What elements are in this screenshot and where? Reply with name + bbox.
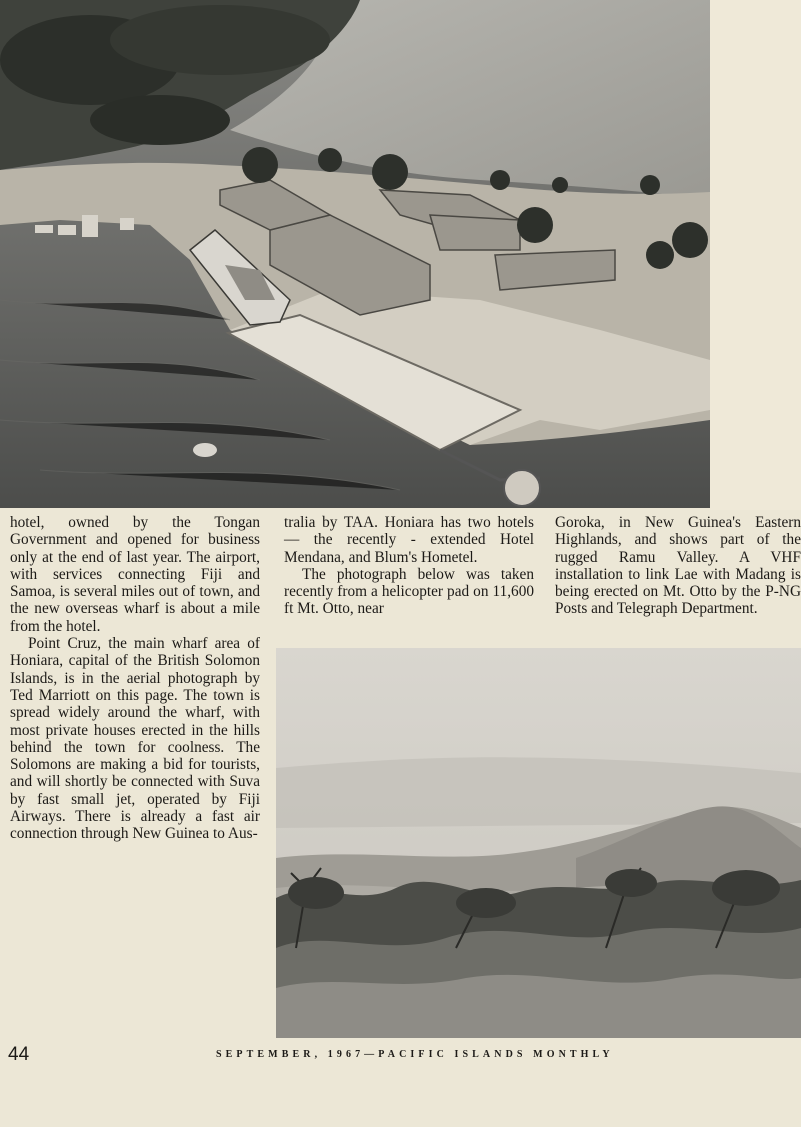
page-margin: [710, 0, 801, 510]
paragraph: Goroka, in New Guinea's Eastern Highlands, and shows part of the rugged Ramu Valley. A VHF installation to link Lae with Madang is being erected on Mt. Otto by the P-NG Posts and Telegraph Department.: [555, 514, 801, 618]
article-column-2: [284, 514, 534, 618]
article-column-3: [555, 514, 801, 618]
paragraph: tralia by TAA. Honiara has two hotels — the recently - extended Hotel Mendana, and Blum's Hometel.: [284, 514, 534, 566]
paragraph: Point Cruz, the main wharf area of Honiara, capital of the British Solomon Islands, is in the aerial photograph by Ted Marriott on this page. The town is spread widely around the wharf, with most private houses erected in the hills behind the town for coolness. The Solomons are making a bid for tourists, and will shortly be connected with Suva by fast small jet, operated by Fiji Airways. There is already a fast air connection through New Guinea to Aus-: [10, 635, 260, 843]
running-footer: SEPTEMBER, 1967—PACIFIC ISLANDS MONTHLY: [216, 1049, 614, 1060]
page-number: 44: [8, 1044, 30, 1065]
aerial-photograph-point-cruz-wharf: [0, 0, 710, 508]
paragraph: The photograph below was taken recently from a helicopter pad on 11,600 ft Mt. Otto, near: [284, 565, 534, 618]
paragraph: hotel, owned by the Tongan Government and opened for business only at the end of last year. The airport, with services connecting Fiji and Samoa, is several miles out of town, and the new overseas wharf is about a mile from the hotel.: [10, 514, 260, 635]
article-column-1: [10, 514, 260, 843]
mountain-photograph-mt-otto: [276, 648, 801, 1038]
